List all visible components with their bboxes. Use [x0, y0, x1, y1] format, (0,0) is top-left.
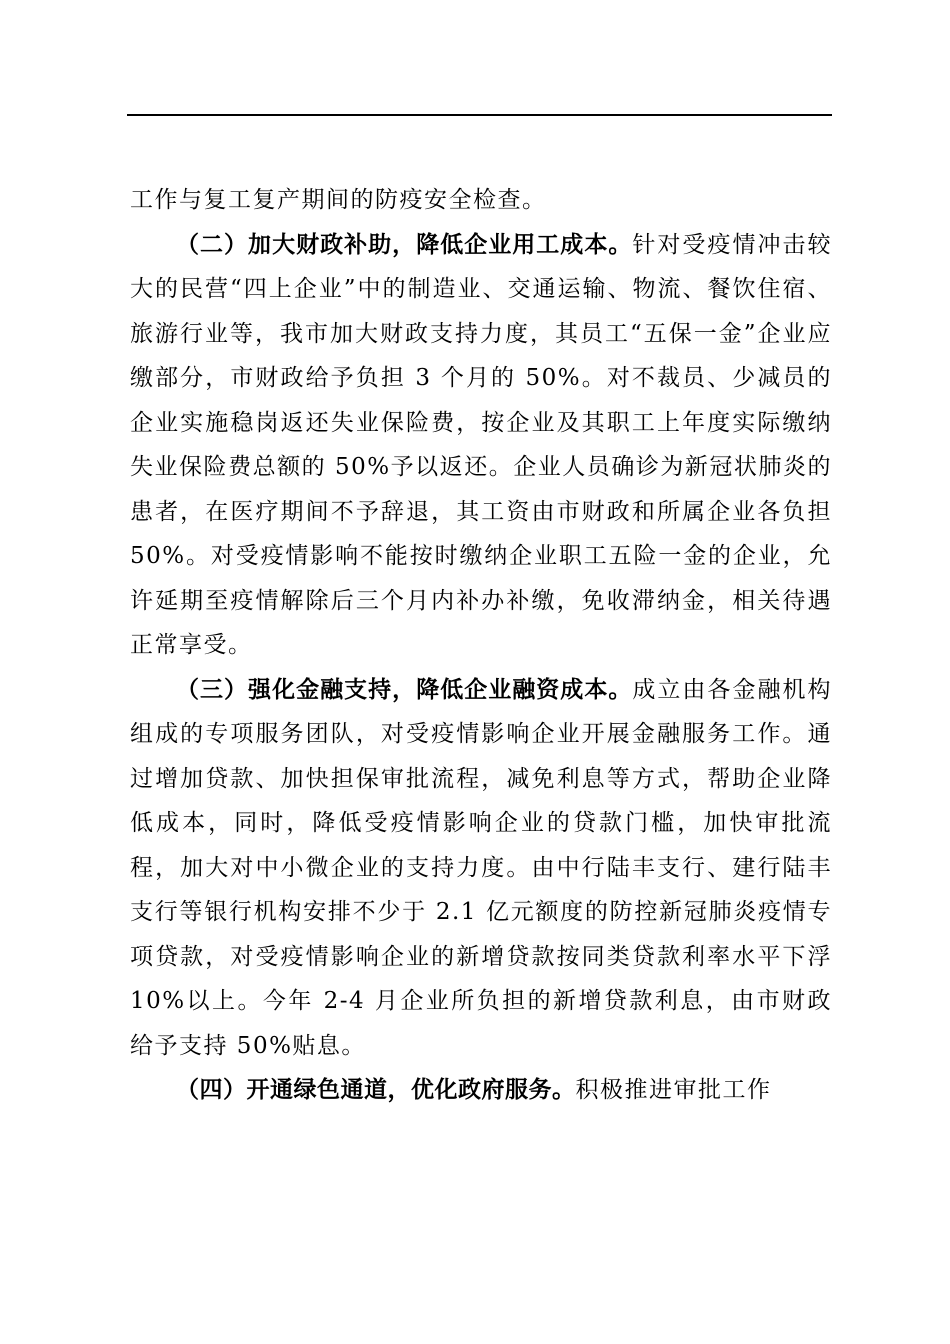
section-body-4: 积极推进审批工作: [575, 1077, 772, 1103]
header-rule: [127, 114, 832, 116]
paragraph-section-2: [130, 223, 832, 668]
section-body-3: 成立由各金融机构组成的专项服务团队，对受疫情影响企业开展金融服务工作。通过增加贷款、加快担保审批流程，减免利息等方式，帮助企业降低成本，同时，降低受疫情影响企业的贷款门槛，加快审批流程，加大对中小微企业的支持力度。由中行陆丰支行、建行陆丰支行等银行机构安排不少于 2.1 亿元额度的防控新冠肺炎疫情专项贷款，对受疫情影响企业的新增贷款按同类贷款利率水平下浮 10%以上。今年 2-4 月企业所负担的新增贷款利息，由市财政给予支持 50%贴息。: [130, 676, 833, 1059]
document-body: [130, 178, 832, 1113]
section-heading-2: （二）加大财政补助，降低企业用工成本。: [176, 231, 633, 258]
paragraph-continuation: 工作与复工复产期间的防疫安全检查。: [130, 187, 547, 213]
paragraph-section-3: [130, 668, 832, 1069]
paragraph-section-4: [130, 1068, 832, 1113]
section-heading-3: （三）强化金融支持，降低企业融资成本。: [176, 676, 633, 703]
section-body-2: 针对受疫情冲击较大的民营“四上企业”中的制造业、交通运输、物流、餐饮住宿、旅游行业等，我市加大财政支持力度，其员工“五保一金”企业应缴部分，市财政给予负担 3 个月的 50%。对不裁员、少减员的企业实施稳岗返还失业保险费，按企业及其职工上年度实际缴纳失业保险费总额的 50%予以返还。企业人员确诊为新冠状肺炎的患者，在医疗期间不予辞退，其工资由市财政和所属企业各负担 50%。对受疫情影响不能按时缴纳企业职工五险一金的企业，允许延期至疫情解除后三个月内补办补缴，免收滞纳金，相关待遇正常享受。: [130, 231, 833, 658]
section-heading-4: （四）开通绿色通道，优化政府服务。: [176, 1077, 576, 1103]
